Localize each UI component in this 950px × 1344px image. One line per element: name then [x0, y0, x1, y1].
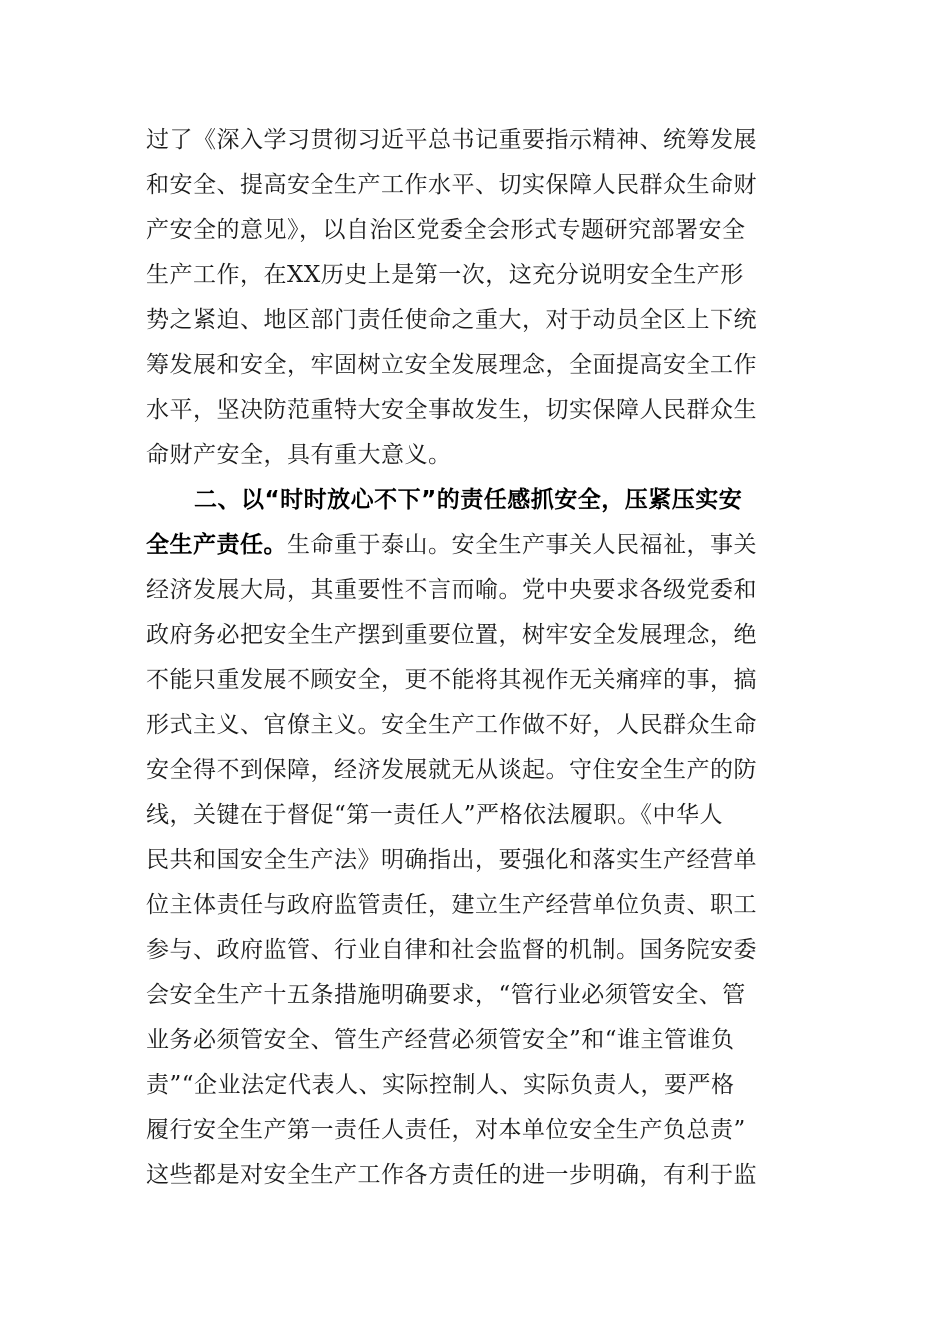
text-line: 命财产安全，具有重大意义。 [146, 442, 452, 468]
text-line: 生产工作，在XX历史上是第一次，这充分说明安全生产形 [146, 262, 744, 288]
text-line: 这些都是对安全生产工作各方责任的进一步明确，有利于监 [146, 1162, 757, 1188]
paragraph-1 [146, 118, 808, 478]
text-line: 位主体责任与政府监管责任，建立生产经营单位负责、职工 [146, 892, 757, 918]
text-line: 会安全生产十五条措施明确要求，“管行业必须管安全、管 [146, 982, 746, 1008]
text-line [146, 523, 808, 568]
text-line: 政府务必把安全生产摆到重要位置，树牢安全发展理念，绝 [146, 622, 757, 648]
text-line: 安全得不到保障，经济发展就无从谈起。守住安全生产的防 [146, 757, 757, 783]
text-line: 参与、政府监管、行业自律和社会监督的机制。国务院安委 [146, 937, 757, 963]
text-line: 形式主义、官僚主义。安全生产工作做不好，人民群众生命 [146, 712, 757, 738]
text-line: 产安全的意见》，以自治区党委全会形式专题研究部署安全 [146, 217, 746, 243]
section-heading-end: 全生产责任。 [146, 532, 287, 558]
text-line: 和安全、提高安全生产工作水平、切实保障人民群众生命财 [146, 172, 757, 198]
text-line: 水平，坚决防范重特大安全事故发生，切实保障人民群众生 [146, 397, 757, 423]
text-line: 经济发展大局，其重要性不言而喻。党中央要求各级党委和 [146, 577, 757, 603]
text-line: 线，关键在于督促“第一责任人”严格依法履职。《中华人 [146, 802, 724, 828]
text-line: 筹发展和安全，牢固树立安全发展理念，全面提高安全工作 [146, 352, 757, 378]
paragraph-2 [146, 478, 808, 1198]
text-line: 不能只重发展不顾安全，更不能将其视作无关痛痒的事，搞 [146, 667, 757, 693]
text-line: 势之紧迫、地区部门责任使命之重大，对于动员全区上下统 [146, 307, 757, 333]
section-heading: 二、以“时时放心不下”的责任感抓安全，压紧压实安 [194, 487, 743, 513]
text-line: 责”“企业法定代表人、实际控制人、实际负责人，要严格 [146, 1072, 735, 1098]
text-line: 业务必须管安全、管生产经营必须管安全”和“谁主管谁负 [146, 1027, 735, 1053]
text-line: 民共和国安全生产法》明确指出，要强化和落实生产经营单 [146, 847, 757, 873]
text-line: 履行安全生产第一责任人责任，对本单位安全生产负总责” [146, 1117, 746, 1143]
text-line: 过了《深入学习贯彻习近平总书记重要指示精神、统筹发展 [146, 127, 757, 153]
text-run: 生命重于泰山。安全生产事关人民福祉，事关 [287, 532, 757, 558]
